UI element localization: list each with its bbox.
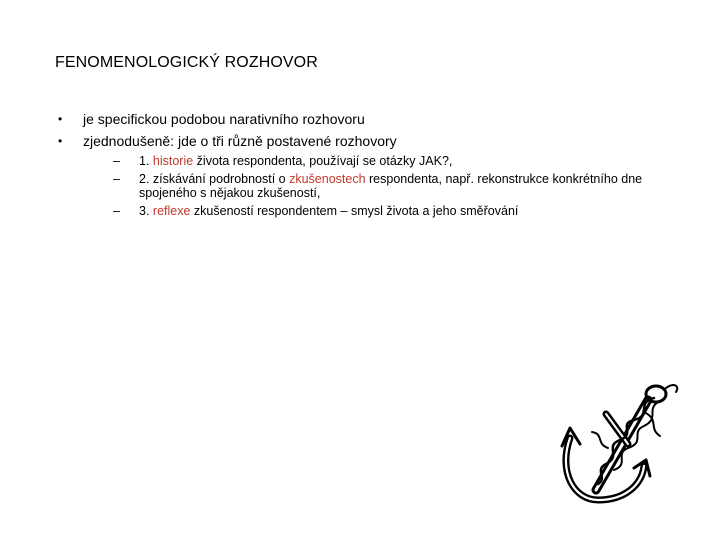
dash-marker: – <box>113 171 120 186</box>
bullet-item <box>58 130 698 218</box>
anchor-with-rope-icon <box>556 372 686 514</box>
dash-marker: – <box>113 203 120 218</box>
sub-item-keyword: reflexe <box>152 203 191 218</box>
bullet-text: je specifickou podobou narativního rozhovoru <box>83 111 365 127</box>
sub-item-keyword: historie <box>152 154 194 168</box>
sub-list <box>83 154 698 218</box>
bullet-marker: • <box>58 134 63 148</box>
sub-item-experiences <box>83 172 698 201</box>
sub-item-reflection <box>83 204 698 219</box>
dash-marker: – <box>113 154 120 168</box>
sub-item-text: života respondenta, používají se otázky JAK?, <box>193 154 453 168</box>
sub-item-history <box>83 154 698 169</box>
slide-title: FENOMENOLOGICKÝ ROZHOVOR <box>55 54 318 71</box>
bullet-item <box>58 108 698 130</box>
sub-item-text: 2. získávání podrobností o <box>139 171 290 186</box>
sub-item-text: zkušeností respondentem – smysl života a jeho směřování <box>190 203 519 218</box>
bullet-marker: • <box>58 112 63 126</box>
bullet-list <box>58 108 698 221</box>
sub-item-text: 3. <box>139 203 153 218</box>
sub-item-keyword: zkušenostech <box>289 171 366 186</box>
bullet-text: zjednodušeně: jde o tři různě postavené rozhovory <box>83 133 397 149</box>
sub-item-text: respondenta, např. rekonstrukce konkrétního dne spojeného s nějakou zkušeností, <box>139 171 643 200</box>
sub-item-text: 1. <box>139 154 153 168</box>
